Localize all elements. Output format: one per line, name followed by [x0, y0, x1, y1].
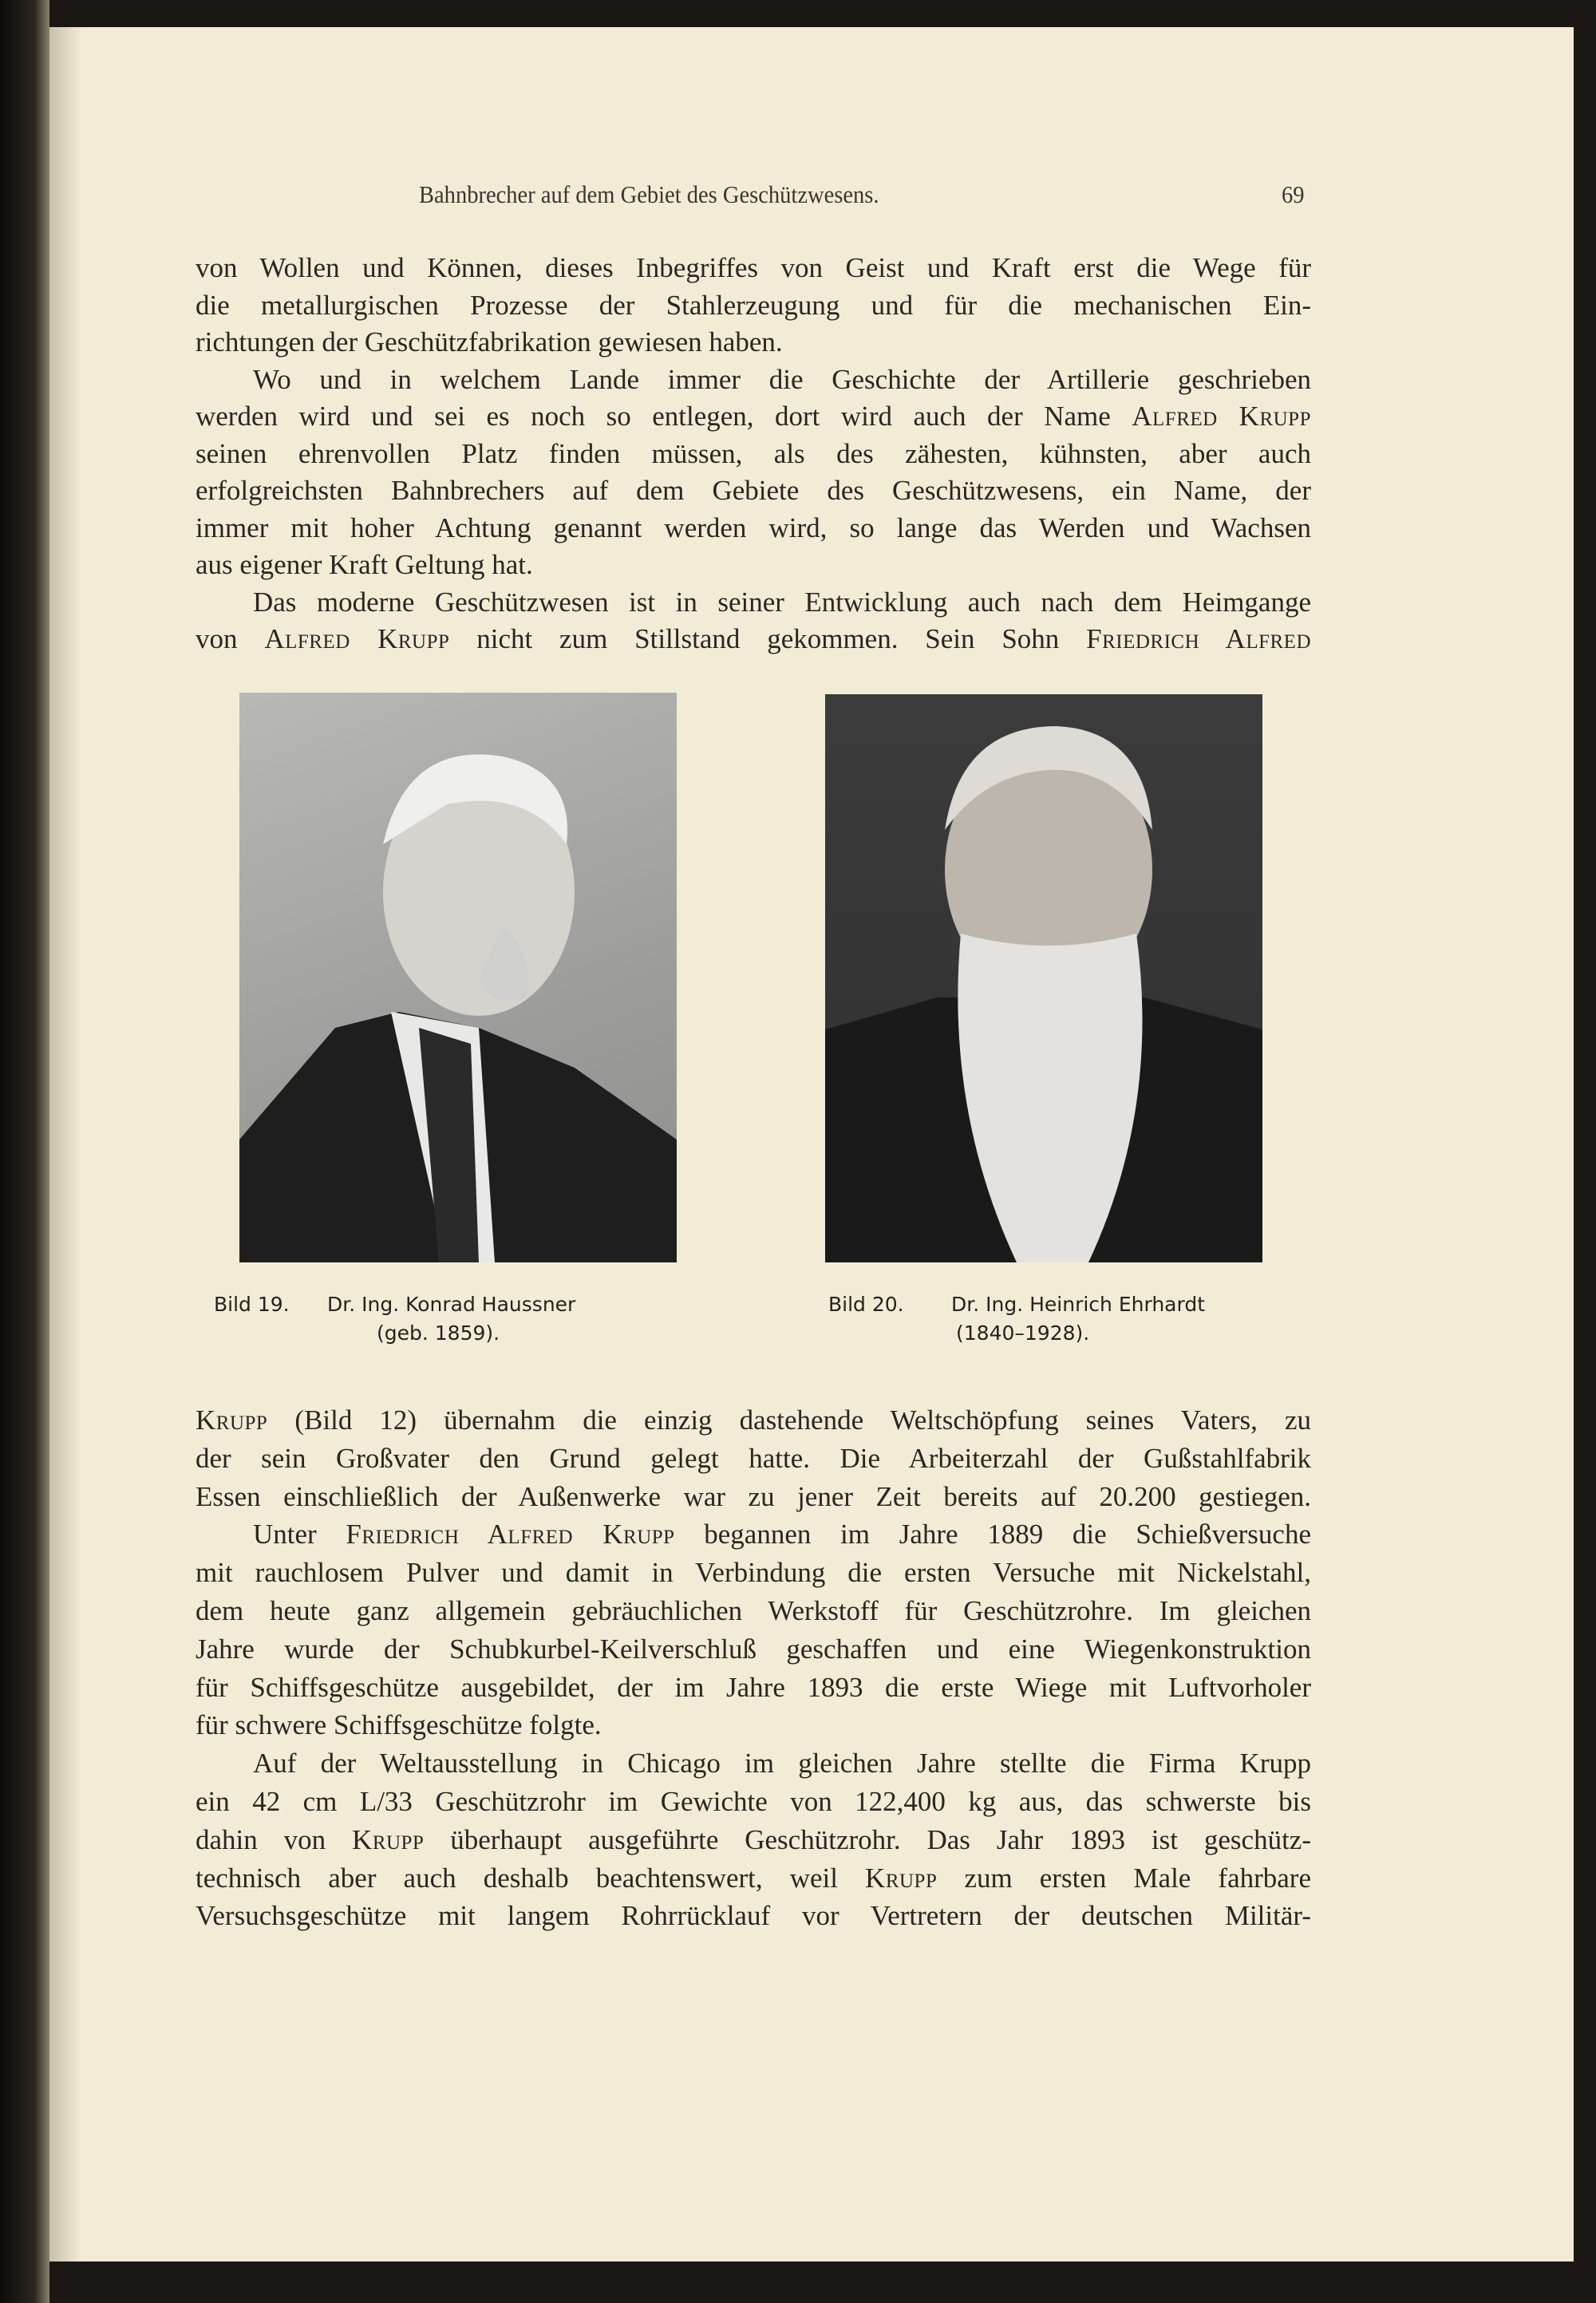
text-line: [196, 1440, 1311, 1477]
text-line: [196, 361, 1311, 398]
text-run: für schwere Schiffsgeschütze folgte.: [196, 1709, 602, 1741]
text-run: mit rauchlosem Pulver und damit in Verbindung die ersten Versuche mit Nickelstahl,: [196, 1557, 1311, 1589]
text-line: [196, 397, 1311, 435]
text-line: [196, 435, 1311, 472]
text-run: aus eigener Kraft Geltung hat.: [196, 549, 533, 580]
photo-konrad-haussner: [239, 693, 677, 1262]
text-line: [196, 546, 1311, 583]
text-run: immer mit hoher Achtung genannt werden wird, so lange das Werden und Wachsen: [196, 512, 1311, 543]
text-line: [196, 509, 1311, 547]
caption-dates-19: (geb. 1859).: [377, 1321, 500, 1345]
text-line: [196, 1515, 1311, 1553]
text-line: [196, 1592, 1311, 1629]
text-run: überhaupt ausgeführte Geschützrohr. Das Jahr 1893 ist geschütz-: [424, 1823, 1311, 1855]
text-line: [196, 1706, 1311, 1744]
text-run: (Bild 12) übernahm die einzig dastehende Weltschöpfung seines Vaters, zu: [267, 1404, 1311, 1436]
text-run: Unter: [253, 1519, 346, 1550]
text-line: [196, 1821, 1311, 1859]
text-run: begannen im Jahre 1889 die Schießversuche: [674, 1519, 1311, 1550]
portrait-bearded-illustration: [825, 694, 1262, 1262]
text-line: [196, 1669, 1311, 1706]
caption-name-19: Dr. Ing. Konrad Haussner: [327, 1293, 576, 1316]
text-line: [196, 1401, 1311, 1439]
text-line: [196, 249, 1311, 286]
text-run: erfolgreichsten Bahnbrechers auf dem Gebiete des Geschützwesens, ein Name, der: [196, 475, 1311, 506]
photo-heinrich-ehrhardt: [825, 694, 1262, 1262]
text-run: seinen ehrenvollen Platz finden müssen, als des zähesten, kühnsten, aber auch: [196, 437, 1311, 469]
text-line: [196, 583, 1311, 621]
text-run: von Wollen und Können, dieses Inbegriffes von Geist und Kraft erst die Wege für: [196, 252, 1311, 283]
text-run: Jahre wurde der Schubkurbel-Keilverschluß geschaffen und eine Wiegenkonstruktion: [196, 1633, 1311, 1665]
text-line: [196, 286, 1311, 324]
text-run: werden wird und sei es noch so entlegen, dort wird auch der Name: [196, 401, 1132, 432]
person-name-smallcaps: Alfred Krupp: [1132, 401, 1311, 432]
text-run: dem heute ganz allgemein gebräuchlichen Werkstoff für Geschützrohre. Im gleichen: [196, 1595, 1311, 1626]
text-run: die metallurgischen Prozesse der Stahlerzeugung und für die mechanischen Ein-: [196, 289, 1311, 321]
text-line: [196, 323, 1311, 361]
person-name-smallcaps: Friedrich Alfred Krupp: [346, 1519, 675, 1550]
text-run: technisch aber auch deshalb beachtenswert, weil: [196, 1862, 866, 1894]
person-name-smallcaps: Friedrich Alfred: [1086, 623, 1312, 654]
text-run: ein 42 cm L/33 Geschützrohr im Gewichte von 122,400 kg aus, das schwerste bis: [196, 1786, 1311, 1817]
text-run: Auf der Weltausstellung in Chicago im gleichen Jahre stellte die Firma Krupp: [253, 1748, 1311, 1780]
running-title: Bahnbrecher auf dem Gebiet des Geschützwesens.: [419, 180, 879, 208]
caption-label-20: Bild 20.: [828, 1293, 904, 1316]
person-name-smallcaps: Alfred Krupp: [264, 623, 450, 654]
text-run: zum ersten Male fahrbare: [937, 1862, 1311, 1894]
text-line: [196, 1554, 1311, 1591]
text-run: dahin von: [196, 1823, 353, 1855]
caption-name-20: Dr. Ing. Heinrich Ehrhardt: [951, 1293, 1205, 1316]
text-line: [196, 1744, 1311, 1782]
page-gutter-shadow: [49, 27, 81, 2262]
text-run: Essen einschließlich der Außenwerke war zu jener Zeit bereits auf 20.200 gestiegen.: [196, 1480, 1311, 1512]
book-binding-edge: [0, 0, 49, 2303]
text-run: für Schiffsgeschütze ausgebildet, der im Jahre 1893 die erste Wiege mit Luftvorholer: [196, 1671, 1311, 1703]
text-run: Wo und in welchem Lande immer die Geschichte der Artillerie geschrieben: [253, 363, 1311, 395]
text-line: [196, 1897, 1311, 1934]
caption-label-19: Bild 19.: [214, 1293, 290, 1316]
caption-dates-20: (1840–1928).: [956, 1321, 1090, 1345]
person-name-smallcaps: Krupp: [865, 1862, 938, 1894]
text-run: Versuchsgeschütze mit langem Rohrrücklauf vor Vertretern der deutschen Militär-: [196, 1900, 1311, 1932]
person-name-smallcaps: Krupp: [352, 1823, 425, 1855]
text-run: der sein Großvater den Grund gelegt hatte. Die Arbeiterzahl der Gußstahlfabrik: [196, 1442, 1311, 1474]
page-number: 69: [1282, 180, 1305, 208]
text-line: [196, 1783, 1311, 1820]
text-run: nicht zum Stillstand gekommen. Sein Sohn: [449, 623, 1087, 654]
portrait-profile-illustration: [239, 693, 677, 1262]
text-line: [196, 1630, 1311, 1668]
text-run: von: [196, 623, 265, 654]
text-run: richtungen der Geschützfabrikation gewiesen haben.: [196, 326, 783, 357]
text-line: [196, 1859, 1311, 1897]
text-line: [196, 1478, 1311, 1515]
person-name-smallcaps: Krupp: [196, 1404, 268, 1436]
text-line: [196, 620, 1311, 658]
text-line: [196, 472, 1311, 509]
text-run: Das moderne Geschützwesen ist in seiner Entwicklung auch nach dem Heimgange: [253, 586, 1311, 618]
